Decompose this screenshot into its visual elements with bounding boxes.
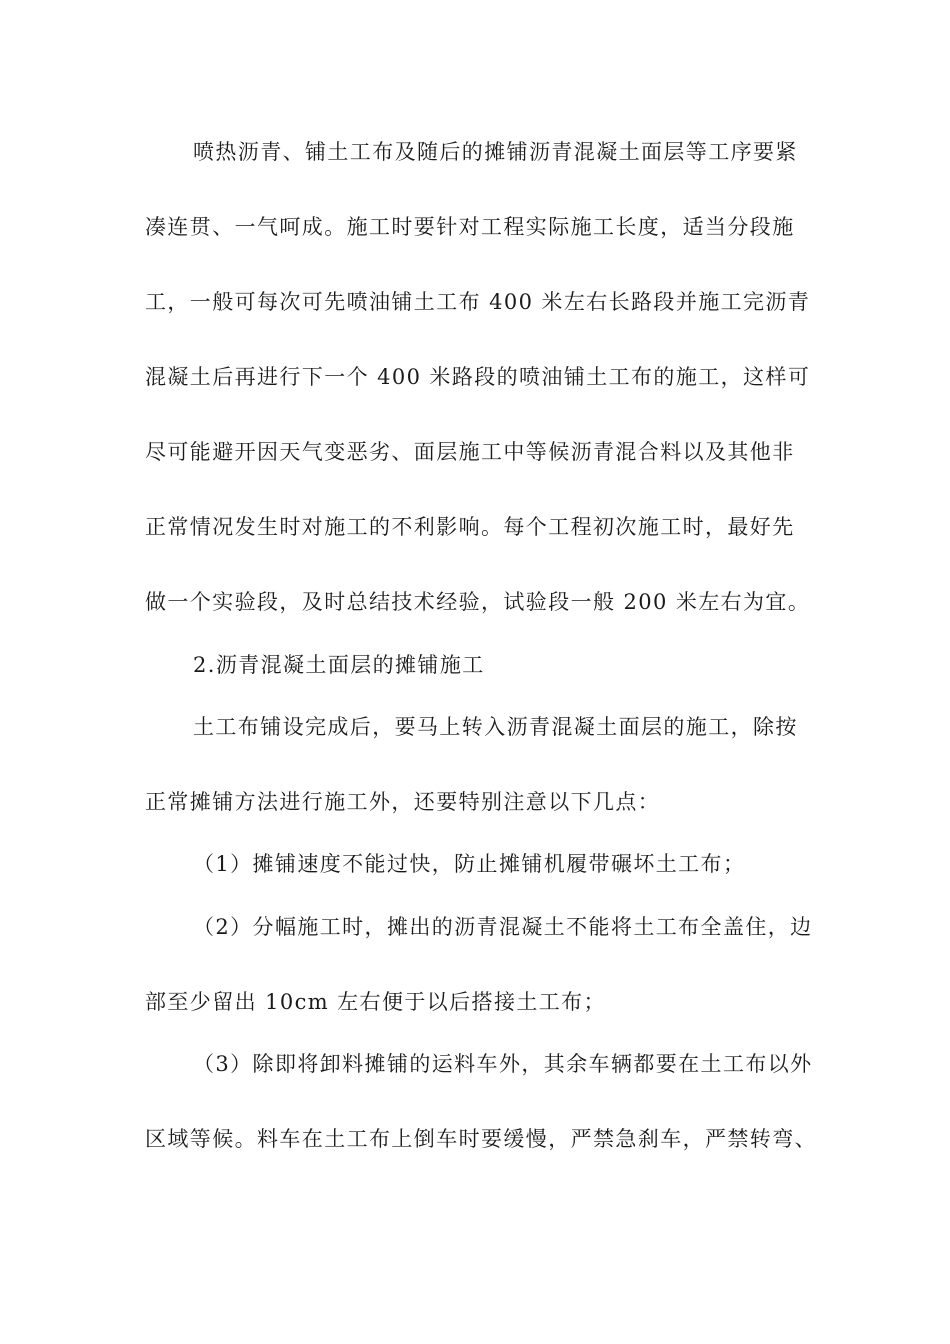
paragraph-line: 正常摊铺方法进行施工外，还要特别注意以下几点： [145, 790, 661, 814]
paragraph-line: 凑连贯、一气呵成。施工时要针对工程实际施工长度，适当分段施 [145, 215, 795, 239]
paragraph-line: 工，一般可每次可先喷油铺土工布 400 米左右长路段并施工完沥青 [145, 290, 811, 314]
section-heading: 2.沥青混凝土面层的摊铺施工 [193, 653, 485, 677]
paragraph-line: 土工布铺设完成后，要马上转入沥青混凝土面层的施工，除按 [193, 715, 798, 739]
list-item-line: （3）除即将卸料摊铺的运料车外，其余车辆都要在土工布以外 [193, 1052, 813, 1076]
list-item-line: （1）摊铺速度不能过快，防止摊铺机履带碾坏土工布； [193, 852, 746, 876]
paragraph-line: 喷热沥青、铺土工布及随后的摊铺沥青混凝土面层等工序要紧 [193, 140, 798, 164]
paragraph-line: 做一个实验段，及时总结技术经验，试验段一般 200 米左右为宜。 [145, 590, 811, 614]
list-item-line: 部至少留出 10cm 左右便于以后搭接土工布； [145, 990, 606, 1014]
paragraph-line: 尽可能避开因天气变恶劣、面层施工中等候沥青混合料以及其他非 [145, 440, 795, 464]
paragraph-line: 混凝土后再进行下一个 400 米路段的喷油铺土工布的施工，这样可 [145, 365, 811, 389]
paragraph-line: 正常情况发生时对施工的不利影响。每个工程初次施工时，最好先 [145, 515, 795, 539]
list-item-line: 区域等候。料车在土工布上倒车时要缓慢，严禁急刹车，严禁转弯、 [145, 1127, 817, 1151]
list-item-line: （2）分幅施工时，摊出的沥青混凝土不能将土工布全盖住，边 [193, 915, 813, 939]
